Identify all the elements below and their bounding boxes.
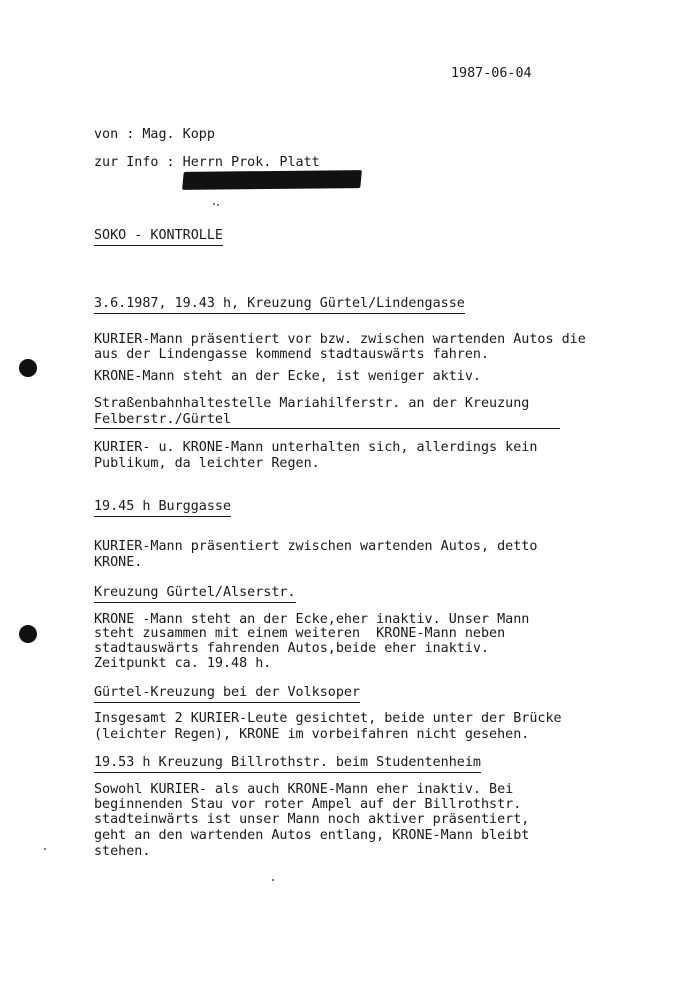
paragraph-line: steht zusammen mit einem weiteren KRONE-Mann neben	[94, 626, 506, 641]
section-heading: 19.53 h Kreuzung Billrothstr. beim Studentenheim	[94, 755, 481, 773]
punch-hole	[19, 625, 37, 643]
paragraph-line: stadteinwärts ist unser Mann noch aktiver präsentiert,	[94, 812, 530, 827]
paragraph-line: beginnenden Stau vor roter Ampel auf der Billrothstr.	[94, 797, 522, 812]
scan-speck	[213, 203, 215, 205]
paragraph-line: KRONE.	[94, 555, 143, 570]
paragraph-line: Zeitpunkt ca. 19.48 h.	[94, 656, 272, 671]
scan-speck	[44, 848, 46, 850]
info-line: zur Info : Herrn Prok. Platt	[94, 155, 320, 170]
section-heading: Gürtel-Kreuzung bei der Volksoper	[94, 685, 360, 703]
paragraph-line: Publikum, da leichter Regen.	[94, 456, 320, 471]
subject-heading: SOKO - KONTROLLE	[94, 228, 223, 246]
section-heading: 3.6.1987, 19.43 h, Kreuzung Gürtel/Lindengasse	[94, 296, 465, 314]
section-heading: 19.45 h Burggasse	[94, 499, 231, 517]
paragraph-line: (leichter Regen), KRONE im vorbeifahren nicht gesehen.	[94, 727, 530, 742]
paragraph-line: Insgesamt 2 KURIER-Leute gesichtet, beide unter der Brücke	[94, 711, 562, 726]
paragraph-line: aus der Lindengasse kommend stadtauswärts fahren.	[94, 347, 490, 362]
paragraph-line: KURIER- u. KRONE-Mann unterhalten sich, allerdings kein	[94, 440, 538, 455]
punch-hole	[19, 359, 37, 377]
scan-speck	[217, 204, 219, 206]
section-heading-line: Felberstr./Gürtel	[94, 412, 232, 427]
paragraph-line: stehen.	[94, 844, 151, 859]
paragraph-line: KRONE -Mann steht an der Ecke,eher inaktiv. Unser Mann	[94, 612, 530, 627]
paragraph-line: geht an den wartenden Autos entlang, KRONE-Mann bleibt	[94, 828, 530, 843]
redaction-bar	[182, 170, 362, 190]
document-date: 1987-06-04	[451, 66, 532, 81]
paragraph-line: KRONE-Mann steht an der Ecke, ist weniger aktiv.	[94, 369, 481, 384]
paragraph-line: stadtauswärts fahrenden Autos,beide eher inaktiv.	[94, 641, 490, 656]
section-underline	[94, 428, 560, 429]
from-line: von : Mag. Kopp	[94, 127, 215, 142]
paragraph-line: KURIER-Mann präsentiert vor bzw. zwischen wartenden Autos die	[94, 332, 586, 347]
section-heading-line: Straßenbahnhaltestelle Mariahilferstr. an der Kreuzung	[94, 396, 530, 411]
paragraph-line: Sowohl KURIER- als auch KRONE-Mann eher inaktiv. Bei	[94, 782, 514, 797]
paragraph-line: KURIER-Mann präsentiert zwischen wartenden Autos, detto	[94, 539, 538, 554]
section-heading: Kreuzung Gürtel/Alserstr.	[94, 585, 296, 603]
scan-speck	[272, 879, 274, 881]
